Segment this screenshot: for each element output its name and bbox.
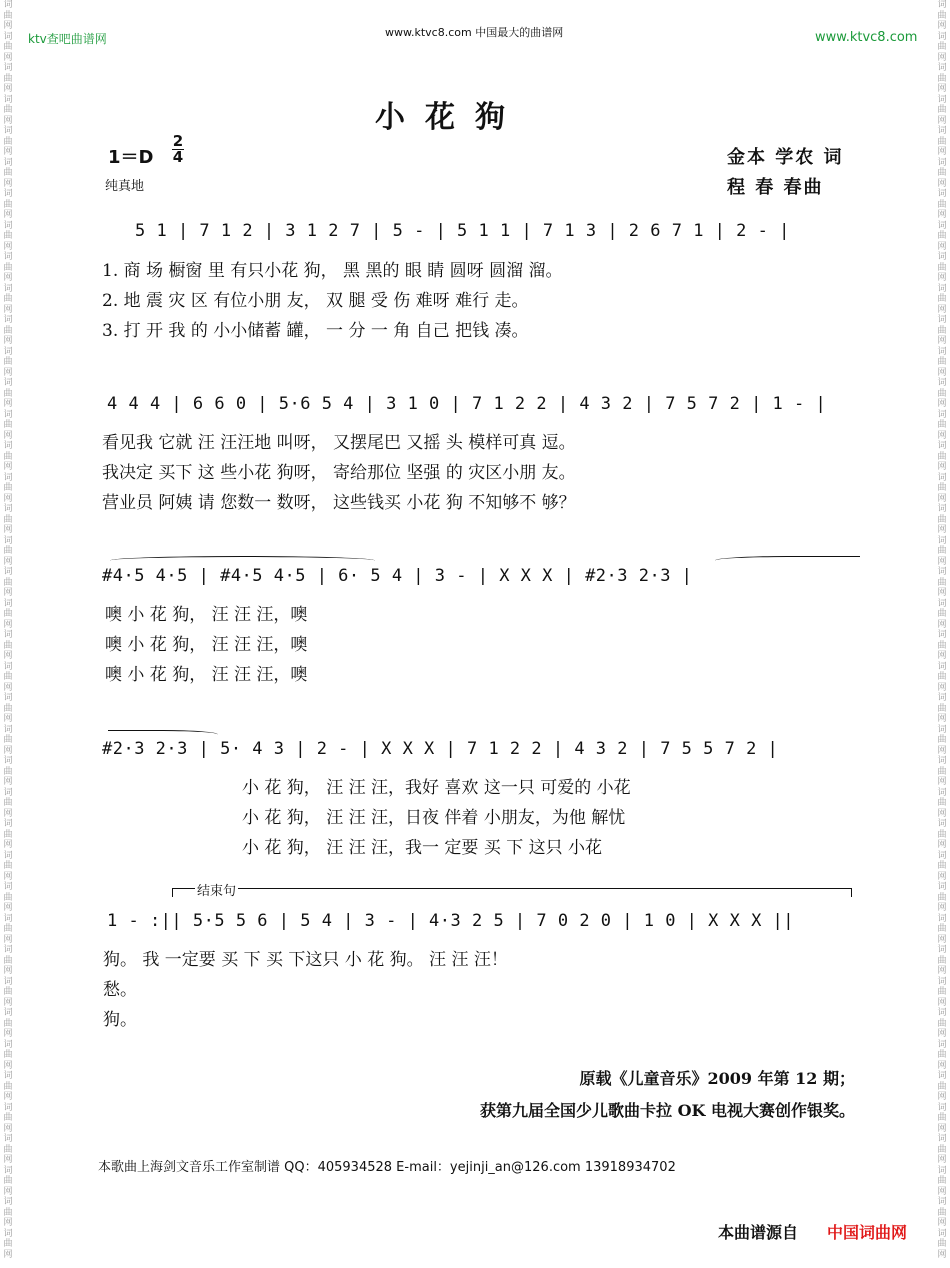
header-center-site: www.ktvc8.com 中国最大的曲谱网 [385, 26, 564, 39]
award-note: 获第九届全国少儿歌曲卡拉 OK 电视大赛创作银奖。 [480, 1101, 855, 1120]
lyricist: 金本 学农 词 [727, 147, 844, 168]
lyric-row-5-verse-3: 狗。 [103, 1010, 137, 1030]
lyric-row-1-verse-3: 3. 打 开 我 的 小小储蓄 罐， 一 分 一 角 自己 把钱 凑。 [102, 321, 529, 341]
time-signature-bottom: 4 [172, 148, 184, 166]
lyric-row-3-verse-2: 噢 小 花 狗， 汪 汪 汪，噢 [105, 635, 308, 655]
slur-row-3 [110, 556, 375, 565]
notation-row-1: 5 1 | 7 1 2 | 3 1 2 7 | 5 - | 5 1 1 | 7 1 3 | 2 6 7 1 | 2 - | [135, 221, 790, 241]
ending-label: 结束句 [195, 880, 238, 899]
ending-bracket [172, 888, 852, 897]
notation-row-3: #4·5 4·5 | #4·5 4·5 | 6· 5 4 | 3 - | X X X | #2·3 2·3 | [102, 566, 693, 586]
lyric-row-3-verse-1: 噢 小 花 狗， 汪 汪 汪，噢 [105, 605, 308, 625]
lyric-row-1-verse-1: 1. 商 场 橱窗 里 有只小花 狗， 黑 黑的 眼 睛 圆呀 圆溜 溜。 [102, 261, 563, 281]
header-right-site: www.ktvc8.com [815, 30, 918, 45]
lyric-row-5-verse-1: 狗。 我 一定要 买 下 买 下这只 小 花 狗。 汪 汪 汪！ [103, 950, 508, 970]
lyric-row-4-verse-1: 小 花 狗， 汪 汪 汪，我好 喜欢 这一只 可爱的 小花 [242, 778, 631, 798]
header-left-site: ktv查吧曲谱网 [28, 32, 107, 46]
source-label: 本曲谱源自 [718, 1223, 799, 1242]
source-site: 中国词曲网 [827, 1223, 908, 1242]
lyric-row-2-verse-1: 看见我 它就 汪 汪汪地 叫呀， 又摆尾巴 又摇 头 模样可真 逗。 [102, 433, 576, 453]
song-title: 小花狗 [375, 100, 525, 135]
left-watermark-strip: 词曲网词曲网词曲网词曲网词曲网词曲网词曲网词曲网词曲网词曲网词曲网词曲网词曲网词曲网词曲网词曲网词曲网词曲网词曲网词曲网词曲网词曲网词曲网词曲网词曲网词曲网词曲网词曲网词曲网词曲网词曲网词曲网词曲网词曲网词曲网词曲网词曲网词曲网词曲网词曲网 [3, 0, 13, 1260]
composer: 程 春 春曲 [727, 177, 824, 198]
publication-note: 原载《儿童音乐》2009 年第 12 期； [579, 1069, 855, 1088]
key-signature: 1＝D [108, 147, 154, 168]
time-signature [172, 134, 184, 165]
lyric-row-1-verse-2: 2. 地 震 灾 区 有位小朋 友， 双 腿 受 伤 难呀 难行 走。 [102, 291, 529, 311]
lyric-row-5-verse-2: 愁。 [103, 980, 137, 1000]
notation-row-2: 4 4 4 | 6 6 0 | 5·6 5 4 | 3 1 0 | 7 1 2 2 | 4 3 2 | 7 5 7 2 | 1 - | [107, 394, 827, 414]
slur-row-3-end [715, 556, 860, 565]
footer-credit: 本歌曲上海剑文音乐工作室制谱 QQ：405934528 E-mail：yejinji_an@126.com 13918934702 [98, 1160, 676, 1175]
notation-row-4: #2·3 2·3 | 5· 4 3 | 2 - | X X X | 7 1 2 2 | 4 3 2 | 7 5 5 7 2 | [102, 739, 779, 759]
time-signature-top: 2 [172, 132, 184, 150]
lyric-row-2-verse-2: 我决定 买下 这 些小花 狗呀， 寄给那位 坚强 的 灾区小朋 友。 [102, 463, 576, 483]
tempo-marking: 纯真地 [105, 179, 145, 194]
lyric-row-2-verse-3: 营业员 阿姨 请 您数一 数呀， 这些钱买 小花 狗 不知够不 够？ [102, 493, 576, 513]
right-watermark-strip: 词曲网词曲网词曲网词曲网词曲网词曲网词曲网词曲网词曲网词曲网词曲网词曲网词曲网词曲网词曲网词曲网词曲网词曲网词曲网词曲网词曲网词曲网词曲网词曲网词曲网词曲网词曲网词曲网词曲网词曲网词曲网词曲网词曲网词曲网词曲网词曲网词曲网词曲网词曲网词曲网 [937, 0, 947, 1260]
lyric-row-3-verse-3: 噢 小 花 狗， 汪 汪 汪，噢 [105, 665, 308, 685]
notation-row-5: 1 - :|| 5·5 5 6 | 5 4 | 3 - | 4·3 2 5 | 7 0 2 0 | 1 0 | X X X || [107, 911, 795, 931]
slur-row-4 [108, 730, 218, 739]
lyric-row-4-verse-2: 小 花 狗， 汪 汪 汪，日夜 伴着 小朋友，为他 解忧 [242, 808, 626, 828]
lyric-row-4-verse-3: 小 花 狗， 汪 汪 汪，我一 定要 买 下 这只 小花 [242, 838, 603, 858]
